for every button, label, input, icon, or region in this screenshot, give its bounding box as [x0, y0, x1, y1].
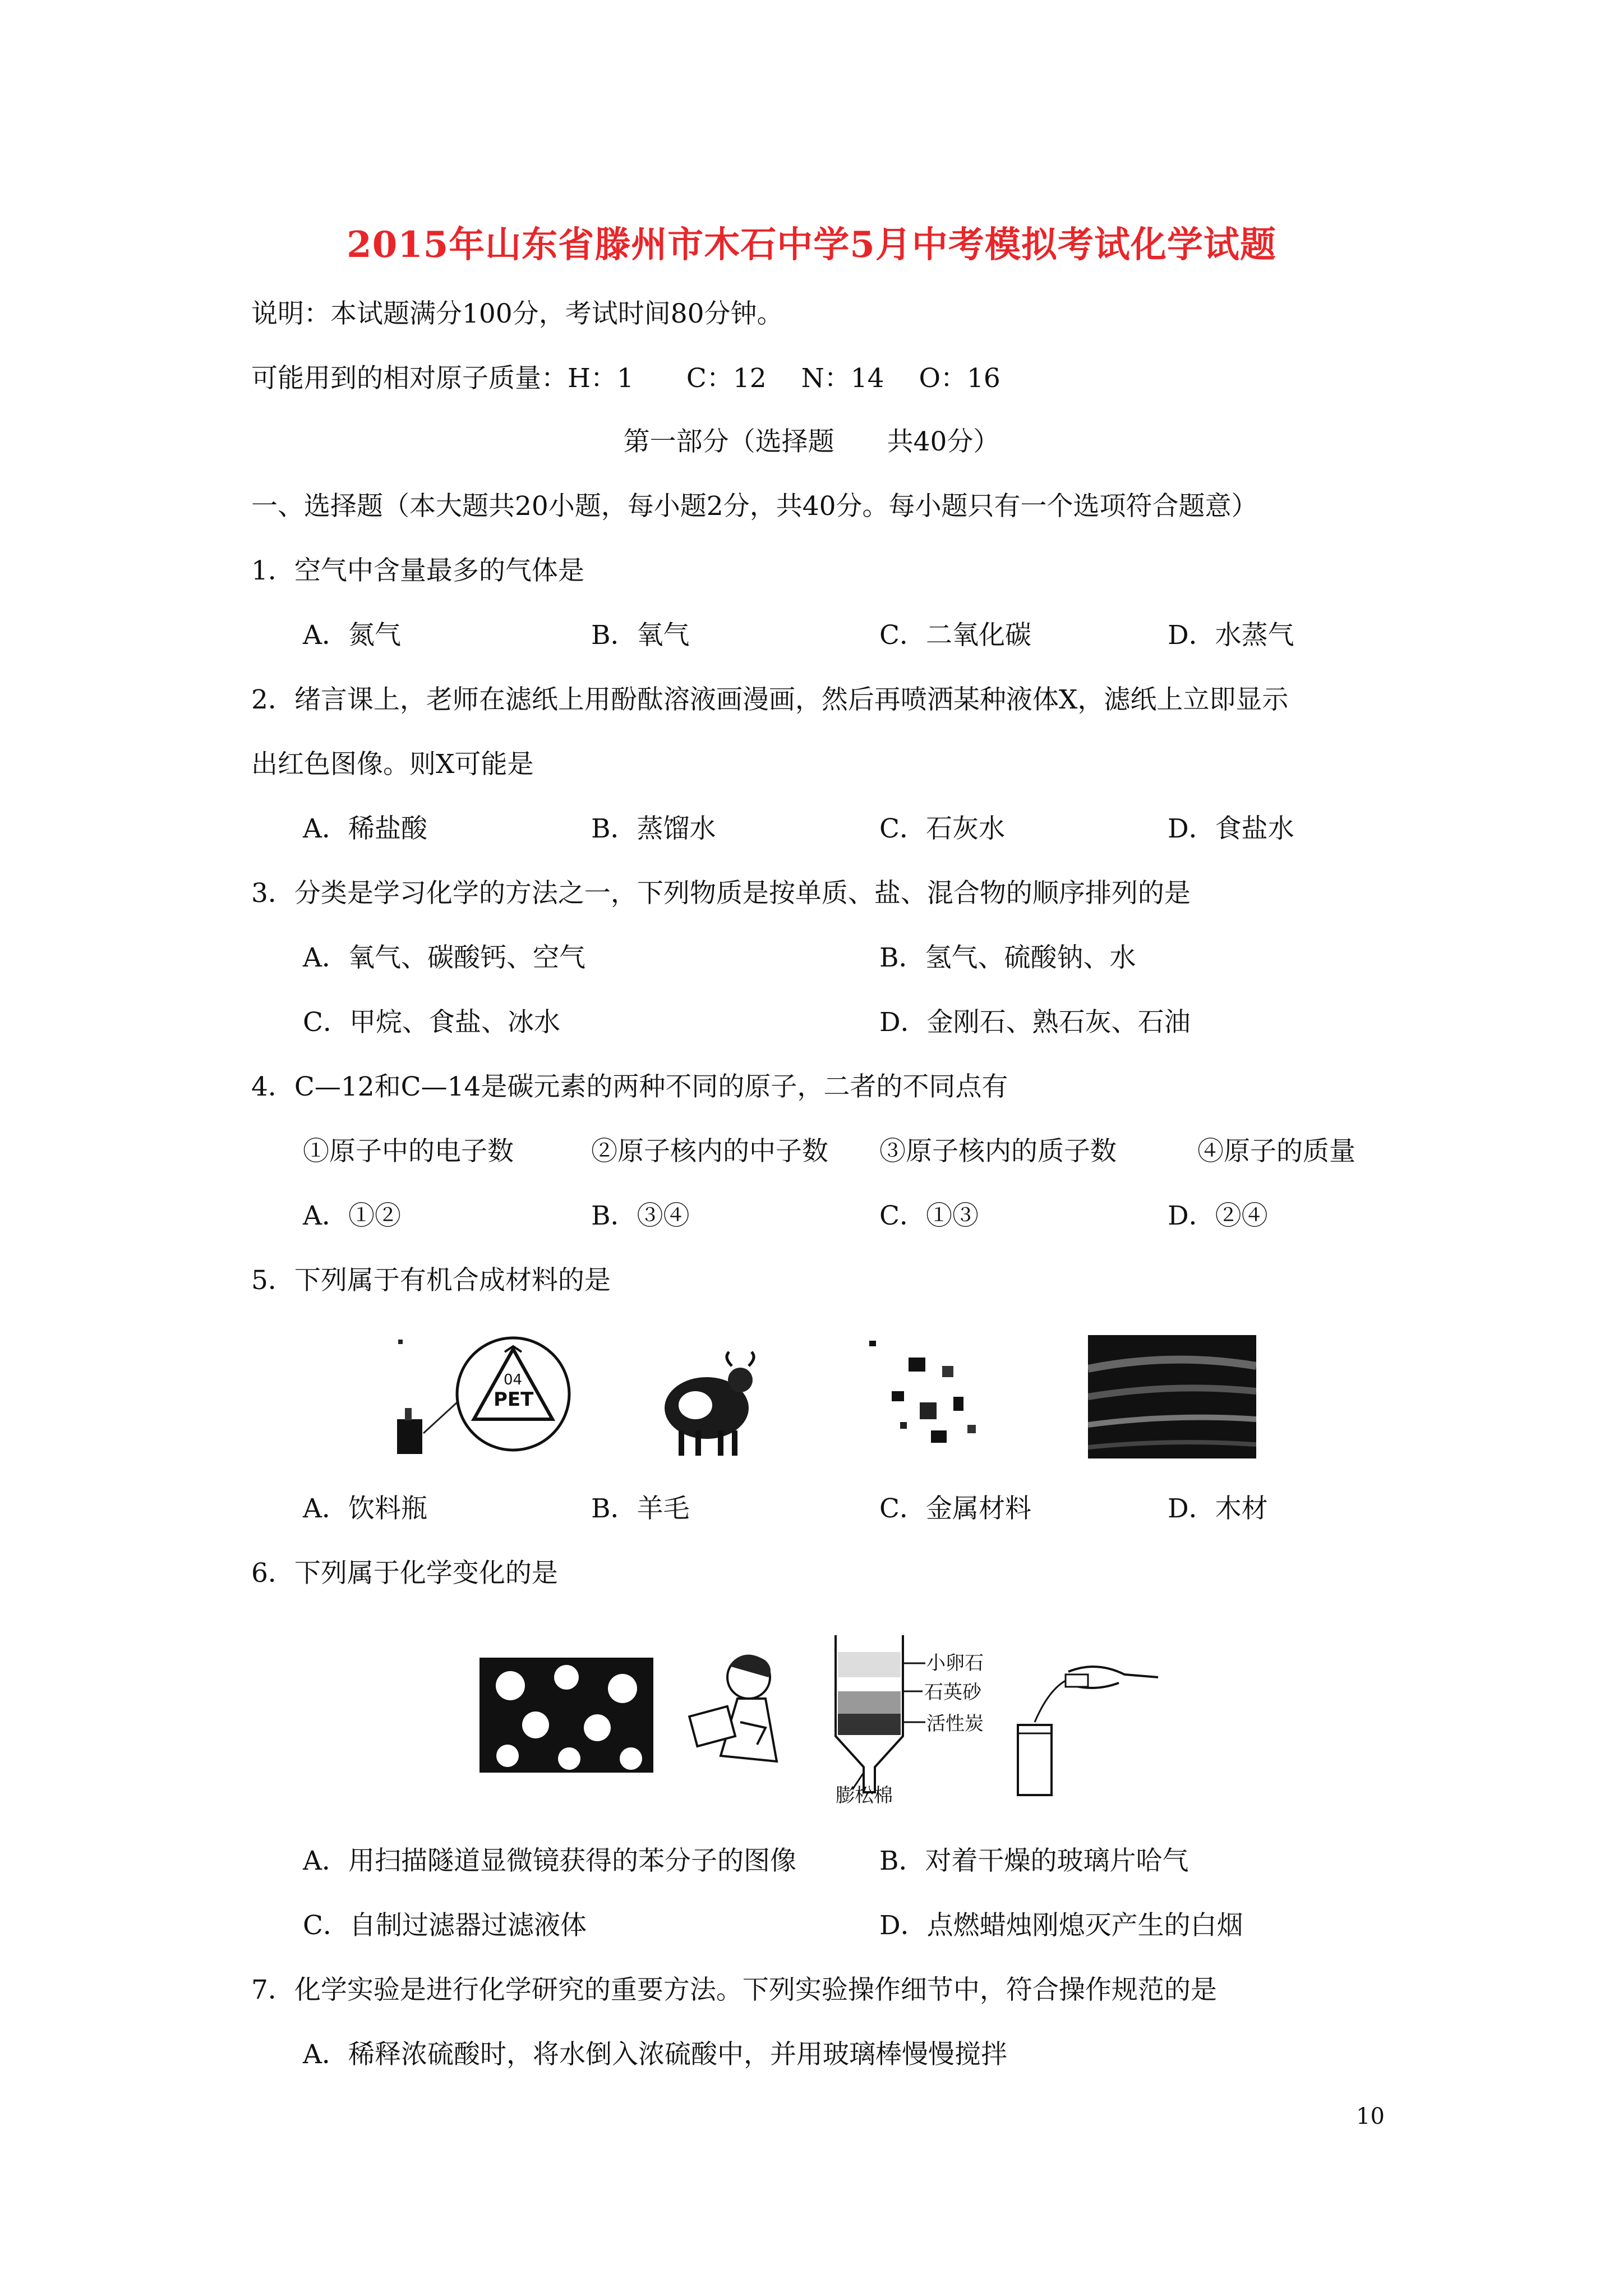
q2-option-c: C．石灰水	[879, 813, 1005, 844]
metal-material-image	[847, 1318, 998, 1458]
q5-option-c: C．金属材料	[879, 1493, 1031, 1524]
q5-option-b: B．羊毛	[591, 1493, 690, 1524]
q1-option-b: B．氧气	[591, 620, 690, 651]
question-4-stem: 4．C—12和C—14是碳元素的两种不同的原子，二者的不同点有	[251, 1071, 1008, 1102]
q6-option-c: C．自制过滤器过滤液体	[303, 1910, 587, 1941]
q5-option-a: A．饮料瓶	[303, 1493, 427, 1524]
q4-option-a: A．①②	[303, 1200, 401, 1231]
q3-option-d: D．金刚石、熟石灰、石油	[879, 1007, 1191, 1038]
q4-option-d: D．②④	[1168, 1200, 1268, 1231]
q6-option-d: D．点燃蜡烛刚熄灭产生的白烟	[879, 1910, 1243, 1941]
filter-label-quartz-sand: 石英砂	[924, 1681, 981, 1704]
benzene-molecule-image	[479, 1658, 653, 1773]
homemade-filter-image	[830, 1630, 1009, 1809]
question-5-stem: 5．下列属于有机合成材料的是	[251, 1265, 611, 1296]
question-6-stem: 6．下列属于化学变化的是	[251, 1558, 558, 1589]
q4-item-3: ③原子核内的质子数	[879, 1136, 1117, 1167]
q2-option-d: D．食盐水	[1168, 813, 1294, 844]
question-3-stem: 3．分类是学习化学的方法之一，下列物质是按单质、盐、混合物的顺序排列的是	[251, 878, 1191, 909]
recycle-name-label: PET	[494, 1388, 534, 1411]
exam-note: 说明：本试题满分100分，考试时间80分钟。	[251, 298, 783, 329]
q1-option-d: D．水蒸气	[1168, 620, 1294, 651]
filter-label-cotton: 膨松棉	[836, 1784, 893, 1807]
drink-bottle-image	[393, 1335, 578, 1458]
page-title: 2015年山东省滕州市木石中学5月中考模拟考试化学试题	[347, 224, 1276, 266]
q7-option-a: A．稀释浓硫酸时，将水倒入浓硫酸中，并用玻璃棒慢慢搅拌	[303, 2039, 1007, 2070]
q2-option-a: A．稀盐酸	[303, 813, 427, 844]
candle-smoke-image	[1012, 1660, 1164, 1801]
q4-option-b: B．③④	[591, 1200, 690, 1231]
filter-label-activated-carbon: 活性炭	[926, 1713, 984, 1735]
page-number: 10	[1356, 2104, 1385, 2129]
question-2-stem-cont: 出红色图像。则X可能是	[251, 749, 534, 780]
q4-item-2: ②原子核内的中子数	[591, 1136, 828, 1167]
breathing-on-glass-image	[681, 1644, 794, 1778]
q6-option-b: B．对着干燥的玻璃片哈气	[879, 1846, 1189, 1876]
atomic-masses: 可能用到的相对原子质量：H：1 C：12 N：14 O：16	[251, 363, 1000, 394]
q3-option-a: A．氧气、碳酸钙、空气	[303, 942, 585, 973]
q1-option-c: C．二氧化碳	[879, 620, 1031, 651]
q4-item-1: ①原子中的电子数	[303, 1136, 514, 1167]
section-heading: 一、选择题（本大题共20小题，每小题2分，共40分。每小题只有一个选项符合题意）	[251, 491, 1258, 522]
q6-option-a: A．用扫描隧道显微镜获得的苯分子的图像	[303, 1846, 796, 1876]
q2-option-b: B．蒸馏水	[591, 813, 716, 844]
recycle-code-label: 04	[504, 1372, 523, 1388]
q1-option-a: A．氮气	[303, 620, 401, 651]
q4-option-c: C．①③	[879, 1200, 979, 1231]
q4-item-4: ④原子的质量	[1197, 1136, 1355, 1167]
question-2-stem: 2．绪言课上，老师在滤纸上用酚酞溶液画漫画，然后再喷洒某种液体X，滤纸上立即显示	[251, 684, 1289, 715]
q3-option-b: B．氢气、硫酸钠、水	[879, 942, 1136, 973]
wood-image	[1088, 1335, 1256, 1458]
sheep-image	[639, 1335, 774, 1458]
q3-option-c: C．甲烷、食盐、冰水	[303, 1007, 560, 1038]
q5-option-d: D．木材	[1168, 1493, 1268, 1524]
question-7-stem: 7．化学实验是进行化学研究的重要方法。下列实验操作细节中，符合操作规范的是	[251, 1975, 1217, 2005]
part-heading: 第一部分（选择题 共40分）	[623, 426, 1000, 457]
question-1-stem: 1．空气中含量最多的气体是	[251, 555, 584, 586]
filter-label-pebbles: 小卵石	[926, 1652, 984, 1674]
